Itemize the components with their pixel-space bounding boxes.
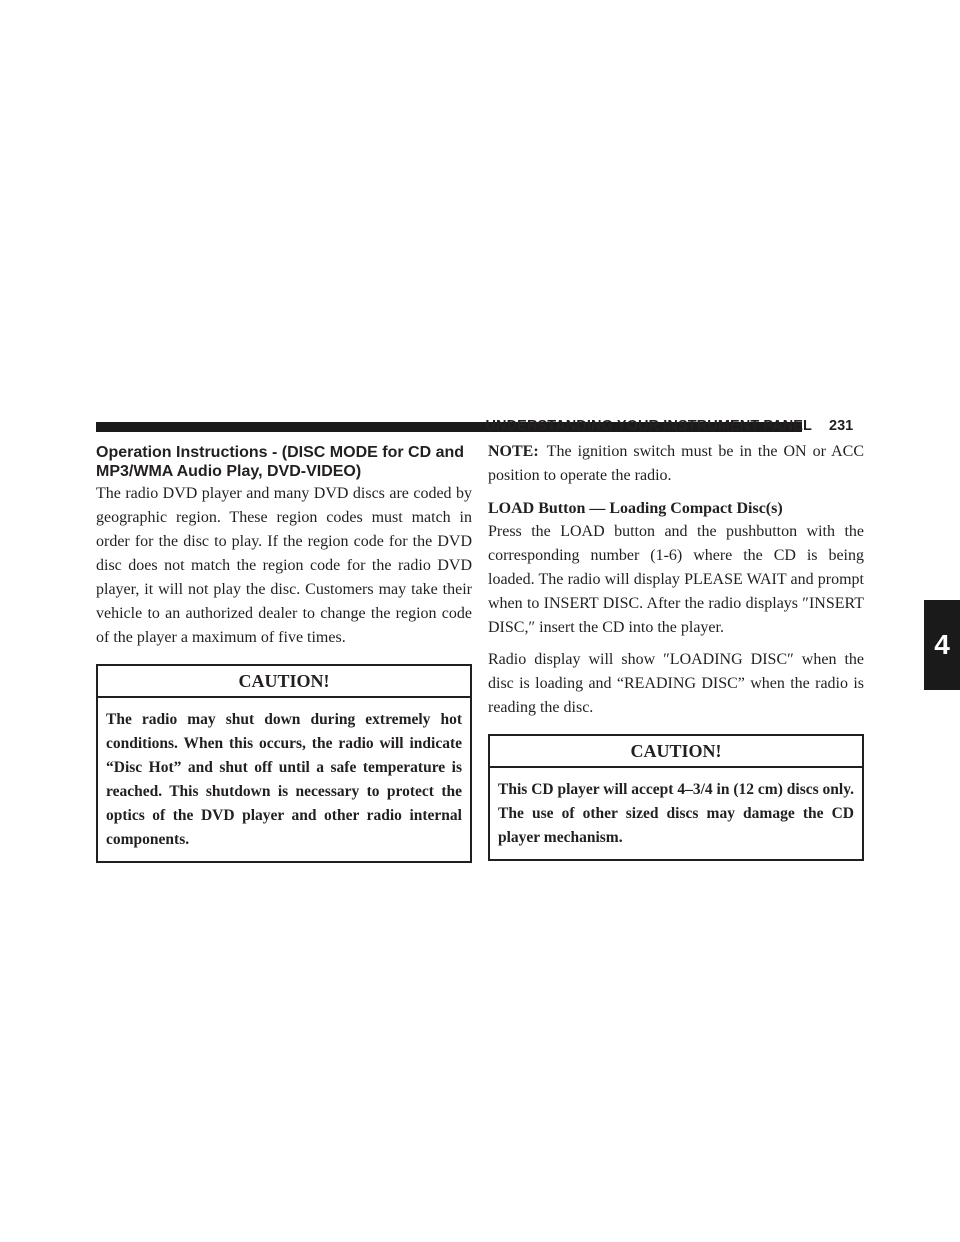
left-column [96,443,472,863]
note-paragraph [488,440,864,488]
page-number: 231 [829,418,854,434]
caution-box-disc-size [488,734,864,861]
caution-title: CAUTION! [490,736,862,768]
section-heading-line2: MP3/WMA Audio Play, DVD-VIDEO) [96,463,362,480]
chapter-number: 4 [934,629,950,660]
caution-text: This CD player will accept 4–3/4 in (12 cm) discs only. The use of other sized discs may damage the CD player mechanism. [498,781,854,846]
caution-box-disc-hot [96,664,472,863]
caution-text: The radio may shut down during extremely hot conditions. When this occurs, the radio will indicate “Disc Hot” and shut off until a safe temperature is reached. This shutdown is necessary to protect the optics of the DVD player and other radio internal components. [106,711,462,848]
note-text: The ignition switch must be in the ON or ACC position to operate the radio. [488,443,864,484]
section-heading [96,443,472,481]
caution-title: CAUTION! [98,666,470,698]
chapter-tab [924,600,960,690]
note-label: NOTE: [488,443,539,460]
loading-display-paragraph: Radio display will show ″LOADING DISC″ when the disc is loading and “READING DISC” when the radio is reading the disc. [488,651,864,716]
load-button-heading: LOAD Button — Loading Compact Disc(s) [488,500,783,517]
right-column [488,443,864,861]
running-header-title: UNDERSTANDING YOUR INSTRUMENT PANEL [485,418,812,434]
load-button-paragraph: Press the LOAD button and the pushbutton with the corresponding number (1-6) where the CD is being loaded. The radio will display PLEASE WAIT and prompt when to INSERT DISC. After the radio displays ″INSERT DISC,″ insert the CD into the player. [488,523,864,636]
region-code-paragraph: The radio DVD player and many DVD discs are coded by geographic region. These region codes must match in order for the disc to play. If the region code for the DVD disc does not match the region code for the radio DVD player, it will not play the disc. Customers may take their vehicle to an authorized dealer to change the region code of the player a maximum of five times. [96,485,472,646]
section-heading-line1: Operation Instructions - (DISC MODE for CD and [96,444,465,461]
